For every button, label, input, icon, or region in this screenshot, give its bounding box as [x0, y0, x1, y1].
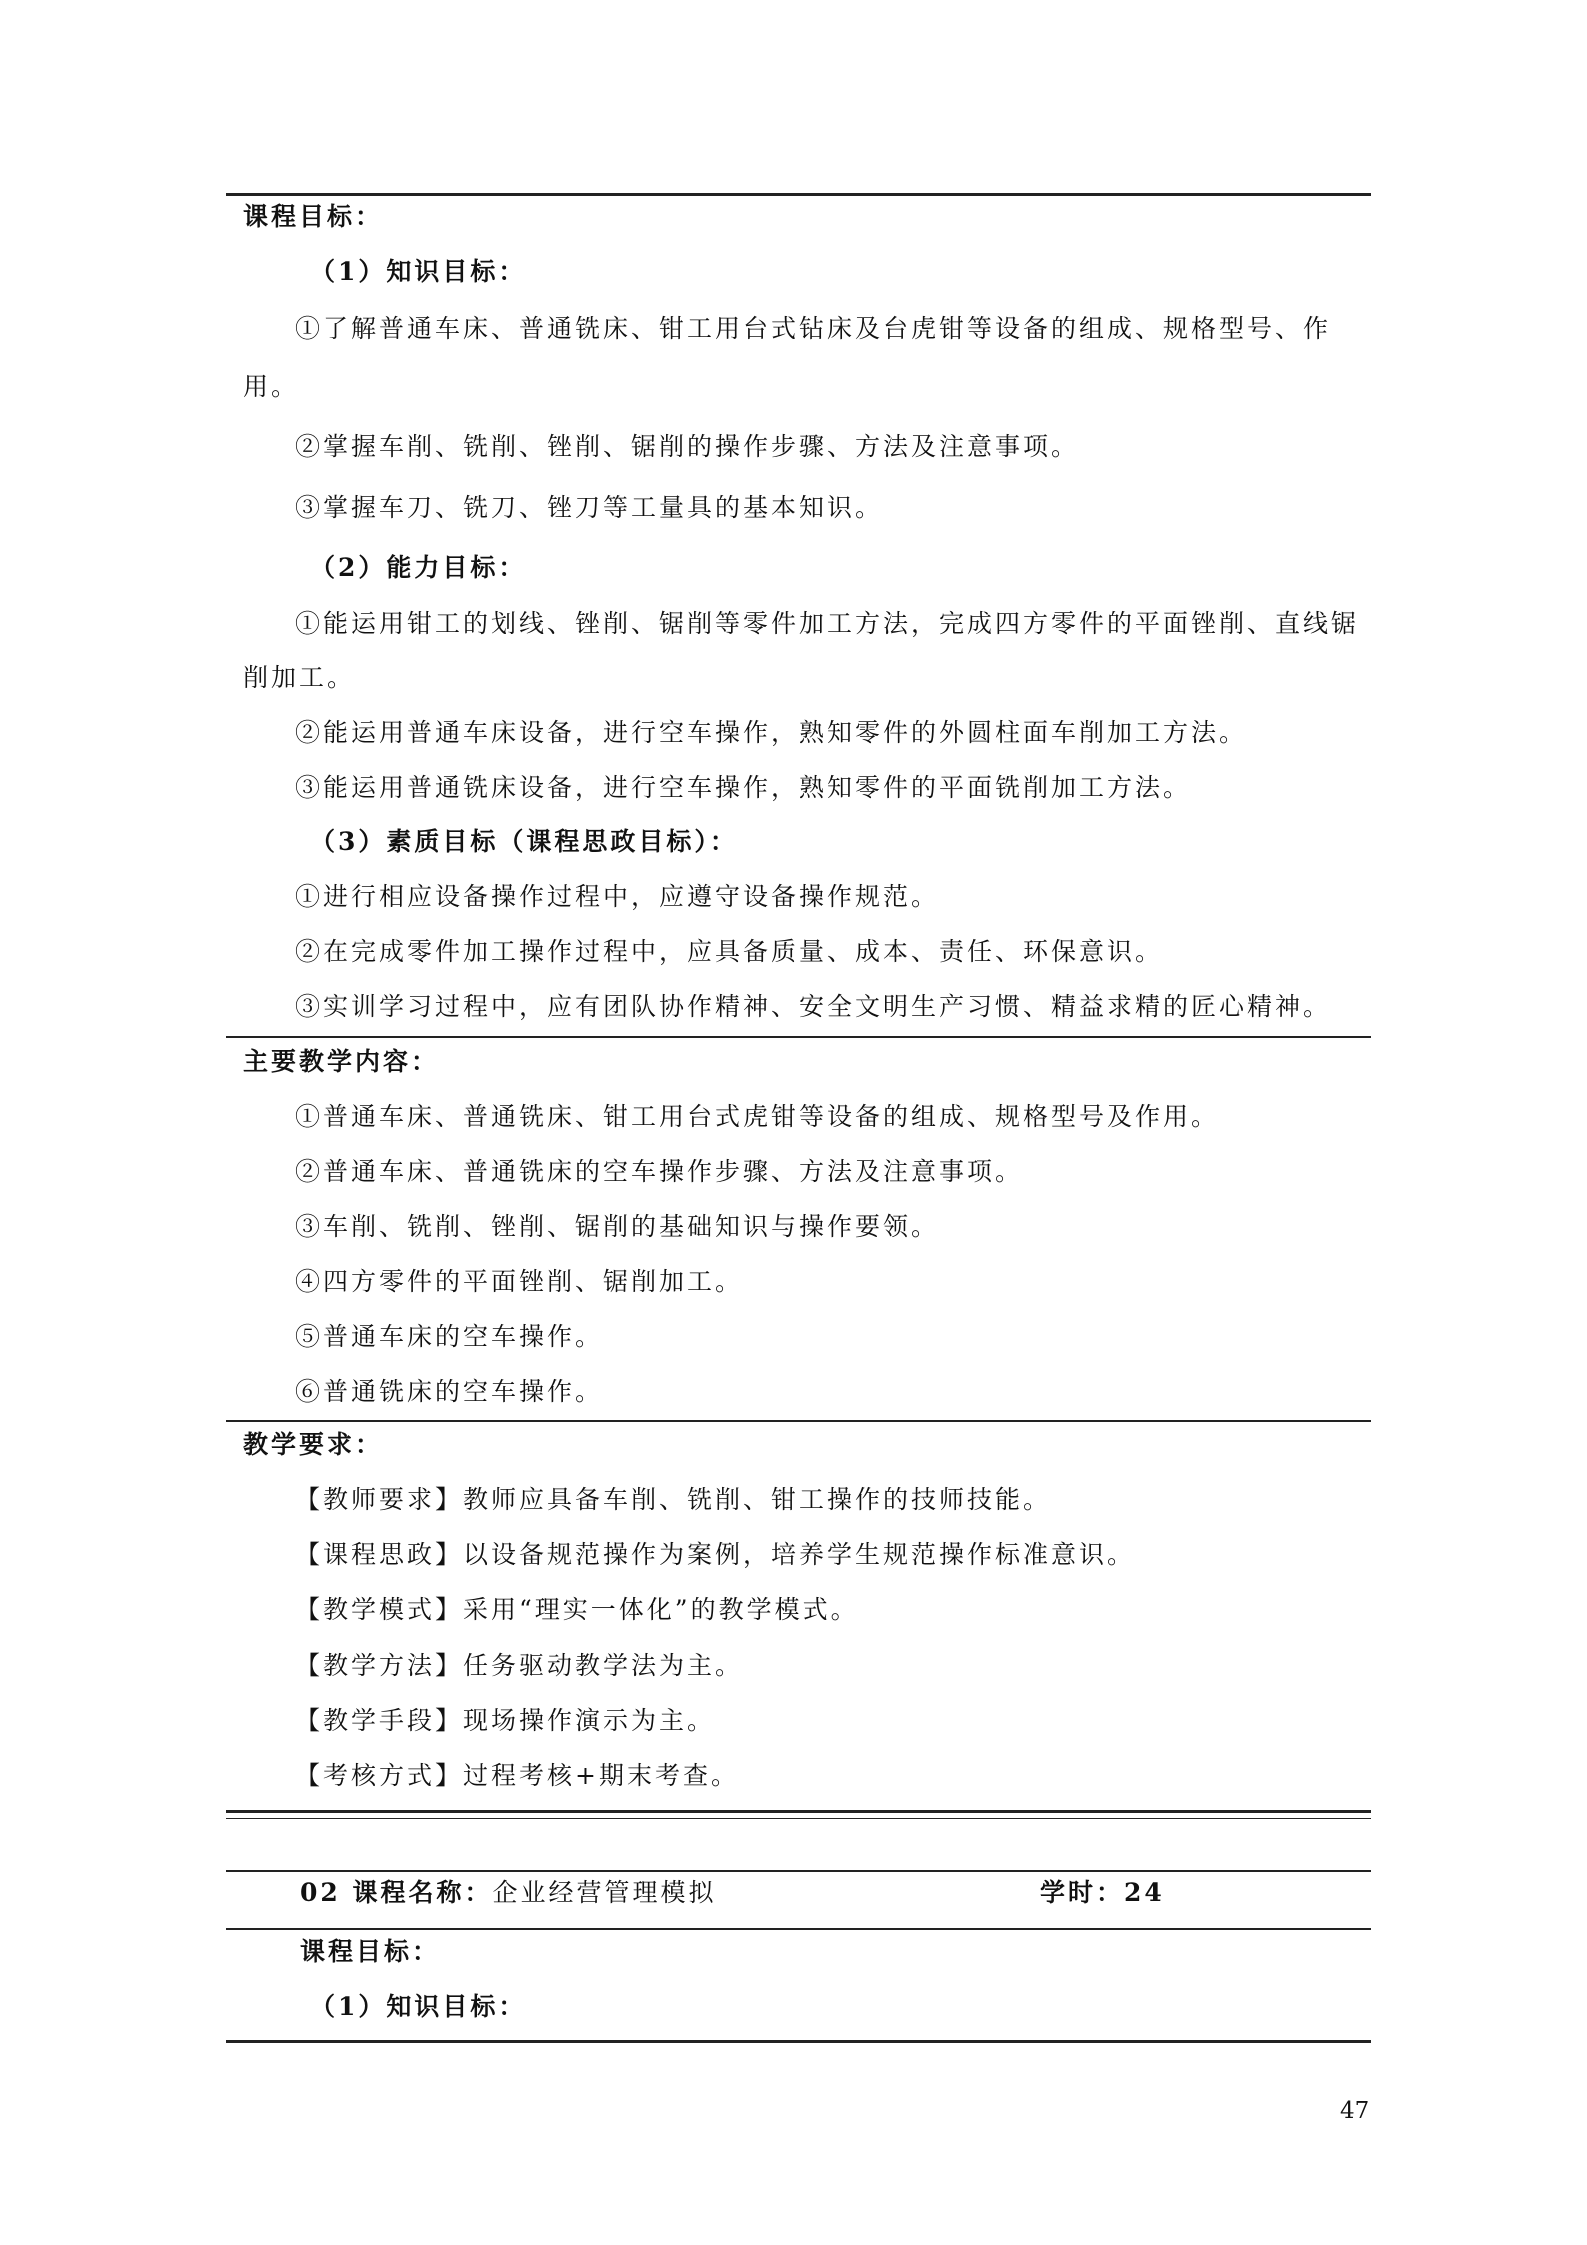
requirement-item: 【课程思政】以设备规范操作为案例，培养学生规范操作标准意识。: [295, 1540, 1136, 1569]
quality-item: ③实训学习过程中，应有团队协作精神、安全文明生产习惯、精益求精的匠心精神。: [295, 992, 1332, 1021]
content-item: ⑥普通铣床的空车操作。: [295, 1377, 604, 1406]
objectives-heading: 课程目标：: [243, 202, 384, 231]
requirement-item: 【考核方式】过程考核+期末考查。: [295, 1761, 739, 1790]
content-item: ②普通车床、普通铣床的空车操作步骤、方法及注意事项。: [295, 1157, 1024, 1186]
requirement-item: 【教学手段】现场操作演示为主。: [295, 1706, 716, 1735]
requirement-item: 【教学方法】任务驱动教学法为主。: [295, 1651, 744, 1680]
course-hours: 学时：24: [1040, 1878, 1165, 1907]
knowledge-item: ②掌握车削、铣削、锉削、锯削的操作步骤、方法及注意事项。: [295, 432, 1080, 461]
next-course-bottom-rule: [226, 2040, 1371, 2043]
section-divider: [226, 1036, 1371, 1038]
table-bottom-rule: [226, 1810, 1371, 1813]
ability-item: ②能运用普通车床设备，进行空车操作，熟知零件的外圆柱面车削加工方法。: [295, 718, 1248, 747]
ability-item: ③能运用普通铣床设备，进行空车操作，熟知零件的平面铣削加工方法。: [295, 773, 1192, 802]
quality-title: （3）素质目标（课程思政目标）：: [310, 827, 738, 856]
page-number: 47: [1340, 2098, 1370, 2124]
quality-item: ②在完成零件加工操作过程中，应具备质量、成本、责任、环保意识。: [295, 937, 1164, 966]
content-item: ⑤普通车床的空车操作。: [295, 1322, 604, 1351]
knowledge-item: ①了解普通车床、普通铣床、钳工用台式钻床及台虎钳等设备的组成、规格型号、作: [295, 314, 1332, 343]
requirements-heading: 教学要求：: [243, 1430, 384, 1459]
quality-item: ①进行相应设备操作过程中，应遵守设备操作规范。: [295, 882, 940, 911]
next-course-top-rule: [226, 1870, 1371, 1872]
next-objectives-heading: 课程目标：: [300, 1937, 441, 1966]
next-course-header: [300, 1876, 717, 1910]
ability-item: ①能运用钳工的划线、锉削、锯削等零件加工方法，完成四方零件的平面锉削、直线锯: [295, 609, 1360, 638]
next-course-header-rule: [226, 1928, 1371, 1930]
ability-item: 削加工。: [243, 663, 356, 692]
content-item: ①普通车床、普通铣床、钳工用台式虎钳等设备的组成、规格型号及作用。: [295, 1102, 1220, 1131]
ability-title: （2）能力目标：: [310, 553, 527, 582]
requirement-item: 【教师要求】教师应具备车削、铣削、钳工操作的技师技能。: [295, 1485, 1052, 1514]
course-name-value: 企业经营管理模拟: [492, 1878, 717, 1907]
next-knowledge-title: （1）知识目标：: [310, 1992, 527, 2021]
top-rule: [226, 193, 1371, 196]
section-divider: [226, 1420, 1371, 1422]
knowledge-item: ③掌握车刀、铣刀、锉刀等工量具的基本知识。: [295, 493, 884, 522]
course-name-label: 02 课程名称：: [300, 1878, 493, 1907]
knowledge-item: 用。: [243, 372, 300, 401]
knowledge-title: （1）知识目标：: [310, 257, 527, 286]
table-bottom-rule-thin: [226, 1818, 1371, 1819]
content-item: ④四方零件的平面锉削、锯削加工。: [295, 1267, 744, 1296]
content-heading: 主要教学内容：: [243, 1047, 440, 1076]
content-item: ③车削、铣削、锉削、锯削的基础知识与操作要领。: [295, 1212, 940, 1241]
requirement-item: 【教学模式】采用“理实一体化”的教学模式。: [295, 1595, 859, 1624]
